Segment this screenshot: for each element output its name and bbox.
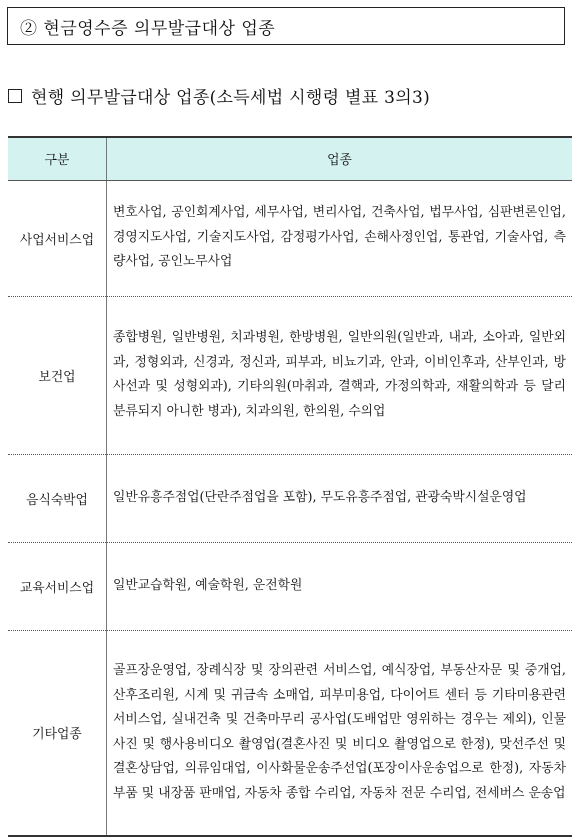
table-row (8, 630, 572, 836)
table-row (8, 542, 572, 630)
row-category: 보건업 (8, 296, 107, 454)
row-industries: 일반교습학원, 예술학원, 운전학원 (107, 542, 573, 630)
table-row (8, 180, 572, 296)
header-industries: 업종 (107, 137, 573, 180)
subtitle-text: 현행 의무발급대상 업종(소득세법 시행령 별표 3의3) (31, 88, 431, 108)
table-row (8, 454, 572, 542)
row-category: 기타업종 (8, 630, 107, 836)
table-row (8, 296, 572, 454)
section-title: ② 현금영수증 의무발급대상 업종 (20, 18, 276, 39)
row-category: 사업서비스업 (8, 180, 107, 296)
row-industries: 일반유흥주점업(단란주점업을 포함), 무도유흥주점업, 관광숙박시설운영업 (107, 454, 573, 542)
row-industries: 골프장운영업, 장례식장 및 장의관련 서비스업, 예식장업, 부동산자문 및 중개업, 산후조리원, 시계 및 귀금속 소매업, 피부미용업, 다이어트 센터 등 기타미용관련 서비스업, 실내건축 및 건축마무리 공사업(도배업만 영위하는 경우는 제외), 인물사진 및 행사용비디오 촬영업(결혼사진 및 비디오 촬영업으로 한정), 맞선주선 및 결혼상담업, 의류임대업, 이사화물운송주선업(포장이사운송업으로 한정), 자동차 부품 및 내장품 판매업, 자동차 종합 수리업, 자동차 전문 수리업, 전세버스 운송업 (107, 630, 573, 836)
row-industries: 변호사업, 공인회계사업, 세무사업, 변리사업, 건축사업, 법무사업, 심판변론인업, 경영지도사업, 기술지도사업, 감정평가사업, 손해사정인업, 통관업, 기술사업, 측량사업, 공인노무사업 (113, 205, 566, 270)
row-category: 음식숙박업 (8, 454, 107, 542)
row-industries: 종합병원, 일반병원, 치과병원, 한방병원, 일반의원(일반과, 내과, 소아과, 일반외과, 정형외과, 신경과, 정신과, 피부과, 비뇨기과, 안과, 이비인후과, 산부인과, 방사선과 및 성형외과), 기타의원(마취과, 결핵과, 가정의학과, 재활의학과 등 달리 분류되지 아니한 병과), 치과의원, 한의원, 수의업 (107, 296, 573, 454)
row-category: 교육서비스업 (8, 542, 107, 630)
section-title-box (7, 7, 565, 45)
empty-square-icon (8, 89, 22, 103)
header-category: 구분 (8, 137, 107, 180)
table-header-row (8, 137, 572, 180)
subtitle-row (8, 83, 430, 108)
industry-table (8, 136, 572, 837)
